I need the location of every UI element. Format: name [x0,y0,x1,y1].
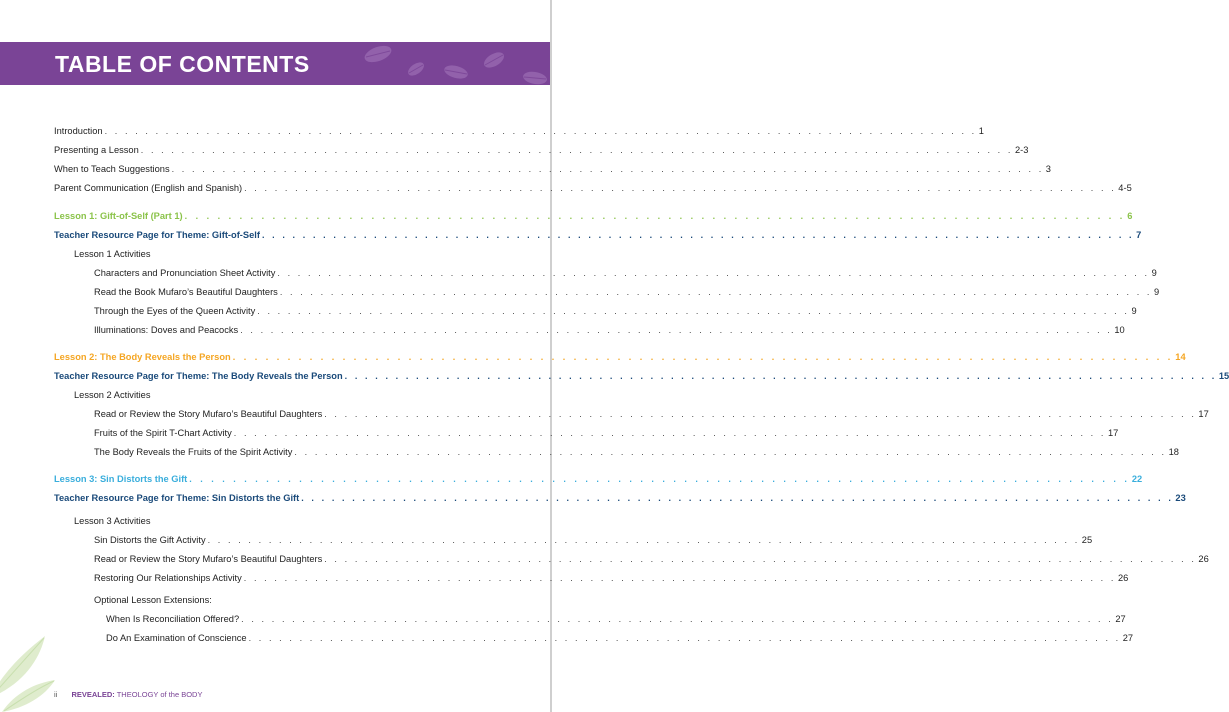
toc-entry-label: Restoring Our Relationships Activity [94,573,242,583]
toc-entry-label: When Is Reconciliation Offered? [106,614,240,624]
dot-leader: . . . . . . . . . . . . . . . . . . . . . . . . . . . . . . . . . . . . . . . . . . . . . . . . . . . . . . . . . . . . . . . . . . . . . . . . . . . . . . . . . . . . . . [171,164,1044,174]
dot-leader: . . . . . . . . . . . . . . . . . . . . . . . . . . . . . . . . . . . . . . . . . . . . . . . . . . . . . . . . . . . . . . . . . . . . . . . . . . . . . . . . . . . . . . [243,573,1116,583]
footer-subtitle: THEOLOGY of the BODY [114,690,203,699]
toc-entry[interactable] [94,321,1125,339]
dot-leader: . . . . . . . . . . . . . . . . . . . . . . . . . . . . . . . . . . . . . . . . . . . . . . . . . . . . . . . . . . . . . . . . . . . . . . . . . . . . . . . . . . . . . . [241,614,1114,624]
toc-entry-label: Lesson 1 Activities [74,249,151,259]
toc-entry-page: 23 [1175,493,1186,503]
toc-entry[interactable] [54,348,1186,366]
toc-entry-label: The Body Reveals the Fruits of the Spirit Activity [94,447,293,457]
toc-entry-page: 27 [1122,633,1134,643]
dot-leader: . . . . . . . . . . . . . . . . . . . . . . . . . . . . . . . . . . . . . . . . . . . . . . . . . . . . . . . . . . . . . . . . . . . . . . . . . . . . . . . . . . . . . . [324,554,1197,564]
toc-entry-label: Do An Examination of Conscience [106,633,247,643]
toc-entry-page: 15 [1218,371,1229,381]
toc-entry-page: 4-5 [1118,183,1132,193]
dot-leader: . . . . . . . . . . . . . . . . . . . . . . . . . . . . . . . . . . . . . . . . . . . . . . . . . . . . . . . . . . . . . . . . . . . . . . . . . . . . . . . . . . . . . . [261,230,1135,240]
toc-entry[interactable] [54,226,1142,244]
toc-entry-page: 17 [1198,409,1209,419]
dot-leader: . . . . . . . . . . . . . . . . . . . . . . . . . . . . . . . . . . . . . . . . . . . . . . . . . . . . . . . . . . . . . . . . . . . . . . . . . . . . . . . . . . . . . . [233,428,1106,438]
toc-entry-label: Sin Distorts the Gift Activity [94,535,206,545]
toc-entry[interactable] [94,264,1157,282]
toc-entry-label: Characters and Pronunciation Sheet Activity [94,268,276,278]
toc-entry[interactable] [54,470,1143,488]
dot-leader: . . . . . . . . . . . . . . . . . . . . . . . . . . . . . . . . . . . . . . . . . . . . . . . . . . . . . . . . . . . . . . . . . . . . . . . . . . . . . . . . . . . . . . [324,409,1197,419]
page-footer [54,690,202,700]
toc-entry[interactable] [54,207,1133,225]
toc-entry-label: Lesson 2: The Body Reveals the Person [54,352,231,362]
toc-entry-label: Illuminations: Doves and Peacocks [94,325,239,335]
toc-entry-label: Optional Lesson Extensions: [94,595,212,605]
page-title: TABLE OF CONTENTS [55,51,310,77]
title-banner [0,42,550,85]
toc-entry[interactable] [94,591,495,609]
toc-entry-label: Teacher Resource Page for Theme: Gift-of-Self [54,230,260,240]
toc-entry-label: Through the Eyes of the Queen Activity [94,306,256,316]
toc-entry[interactable] [106,629,1134,647]
dot-leader: . . . . . . . . . . . . . . . . . . . . . . . . . . . . . . . . . . . . . . . . . . . . . . . . . . . . . . . . . . . . . . . . . . . . . . . . . . . . . . . . . . . . . . [277,268,1150,278]
dot-leader: . . . . . . . . . . . . . . . . . . . . . . . . . . . . . . . . . . . . . . . . . . . . . . . . . . . . . . . . . . . . . . . . . . . . . . . . . . . . . . . . . . . . . . [240,325,1113,335]
dot-leader: . . . . . . . . . . . . . . . . . . . . . . . . . . . . . . . . . . . . . . . . . . . . . . . . . . . . . . . . . . . . . . . . . . . . . . . . . . . . . . . . . . . . . . [257,306,1130,316]
toc-entry[interactable] [94,550,1209,568]
dot-leader: . . . . . . . . . . . . . . . . . . . . . . . . . . . . . . . . . . . . . . . . . . . . . . . . . . . . . . . . . . . . . . . . . . . . . . . . . . . . . . . . . . . . . . [344,371,1217,381]
toc-entry[interactable] [54,160,1051,178]
toc-entry[interactable] [54,141,1029,159]
dot-leader: . . . . . . . . . . . . . . . . . . . . . . . . . . . . . . . . . . . . . . . . . . . . . . . . . . . . . . . . . . . . . . . . . . . . . . . . . . . . . . . . . . . . . . [248,633,1121,643]
toc-entry-label: Parent Communication (English and Spanish) [54,183,243,193]
toc-entry-label: Lesson 2 Activities [74,390,151,400]
footer-brand: REVEALED: [71,690,115,699]
toc-entry-label: Lesson 1: Gift-of-Self (Part 1) [54,211,183,221]
toc-entry-page: 9 [1151,268,1157,278]
toc-entry-label: Read or Review the Story Mufaro’s Beautiful Daughters [94,409,323,419]
dot-leader: . . . . . . . . . . . . . . . . . . . . . . . . . . . . . . . . . . . . . . . . . . . . . . . . . . . . . . . . . . . . . . . . . . . . . . . . . . . . . . . . . . . . . . [294,447,1167,457]
dot-leader: . . . . . . . . . . . . . . . . . . . . . . . . . . . . . . . . . . . . . . . . . . . . . . . . . . . . . . . . . . . . . . . . . . . . . . . . . . . . . . . . . . . . . . [184,211,1126,221]
toc-entry[interactable] [94,531,1093,549]
dot-leader: . . . . . . . . . . . . . . . . . . . . . . . . . . . . . . . . . . . . . . . . . . . . . . . . . . . . . . . . . . . . . . . . . . . . . . . . . . . . . . . . . . . . . . [301,493,1174,503]
dot-leader: . . . . . . . . . . . . . . . . . . . . . . . . . . . . . . . . . . . . . . . . . . . . . . . . . . . . . . . . . . . . . . . . . . . . . . . . . . . . . . . . . . . . . . [244,183,1117,193]
dot-leader: . . . . . . . . . . . . . . . . . . . . . . . . . . . . . . . . . . . . . . . . . . . . . . . . . . . . . . . . . . . . . . . . . . . . . . . . . . . . . . . . . . . . . . [279,287,1152,297]
toc-entry[interactable] [94,405,1209,423]
dot-leader: . . . . . . . . . . . . . . . . . . . . . . . . . . . . . . . . . . . . . . . . . . . . . . . . . . . . . . . . . . . . . . . . . . . . . . . . . . . . . . . . . . . . . . [207,535,1080,545]
toc-entry-label: Read or Review the Story Mufaro’s Beautiful Daughters [94,554,323,564]
toc-entry[interactable] [94,283,1160,301]
toc-entry-page: 27 [1115,614,1126,624]
toc-entry-label: Lesson 3: Sin Distorts the Gift [54,474,188,484]
toc-entry[interactable] [74,245,495,263]
toc-entry-label: Presenting a Lesson [54,145,139,155]
toc-entry[interactable] [54,122,984,140]
toc-entry-page: 18 [1168,447,1179,457]
toc-entry-page: 3 [1045,164,1051,174]
toc-entry-page: 9 [1131,306,1137,316]
toc-entry-page: 9 [1154,287,1160,297]
toc-entry-label: When to Teach Suggestions [54,164,170,174]
toc-entry[interactable] [94,443,1179,461]
toc-entry-label: Read the Book Mufaro’s Beautiful Daughters [94,287,278,297]
toc-entry-label: Lesson 3 Activities [74,516,151,526]
toc-entry[interactable] [54,367,1229,385]
toc-entry-page: 26 [1117,573,1129,583]
dot-leader: . . . . . . . . . . . . . . . . . . . . . . . . . . . . . . . . . . . . . . . . . . . . . . . . . . . . . . . . . . . . . . . . . . . . . . . . . . . . . . . . . . . . . . [104,126,977,136]
toc-entry[interactable] [94,569,1129,587]
toc-entry-label: Teacher Resource Page for Theme: Sin Distorts the Gift [54,493,300,503]
toc-entry[interactable] [94,302,1137,320]
toc-entry-label: Fruits of the Spirit T-Chart Activity [94,428,232,438]
dot-leader: . . . . . . . . . . . . . . . . . . . . . . . . . . . . . . . . . . . . . . . . . . . . . . . . . . . . . . . . . . . . . . . . . . . . . . . . . . . . . . . . . . . . . . [232,352,1174,362]
toc-entry-page: 10 [1114,325,1125,335]
toc-entry-page: 2-3 [1014,145,1029,155]
toc-entry-label: Introduction [54,126,103,136]
toc-entry-page: 7 [1136,230,1142,240]
toc-entry-page: 26 [1198,554,1209,564]
toc-entry-page: 1 [978,126,984,136]
toc-entry-page: 17 [1107,428,1119,438]
toc-entry[interactable] [54,489,1186,507]
toc-entry[interactable] [54,179,1132,197]
toc-entry-page: 25 [1081,535,1093,545]
leaf-decoration-icon [0,628,60,712]
dot-leader: . . . . . . . . . . . . . . . . . . . . . . . . . . . . . . . . . . . . . . . . . . . . . . . . . . . . . . . . . . . . . . . . . . . . . . . . . . . . . . . . . . . . . . [189,474,1130,484]
toc-entry[interactable] [106,610,1126,628]
toc-entry-page: 22 [1131,474,1143,484]
toc-entry[interactable] [74,512,495,530]
toc-entry-page: 14 [1175,352,1186,362]
footer-page-number: ii [54,690,58,699]
toc-entry-label: Teacher Resource Page for Theme: The Body Reveals the Person [54,371,343,381]
toc-entry-page: 6 [1127,211,1133,221]
toc-entry[interactable] [74,386,495,404]
toc-entry[interactable] [94,424,1119,442]
dot-leader: . . . . . . . . . . . . . . . . . . . . . . . . . . . . . . . . . . . . . . . . . . . . . . . . . . . . . . . . . . . . . . . . . . . . . . . . . . . . . . . . . . . . . . [140,145,1013,155]
